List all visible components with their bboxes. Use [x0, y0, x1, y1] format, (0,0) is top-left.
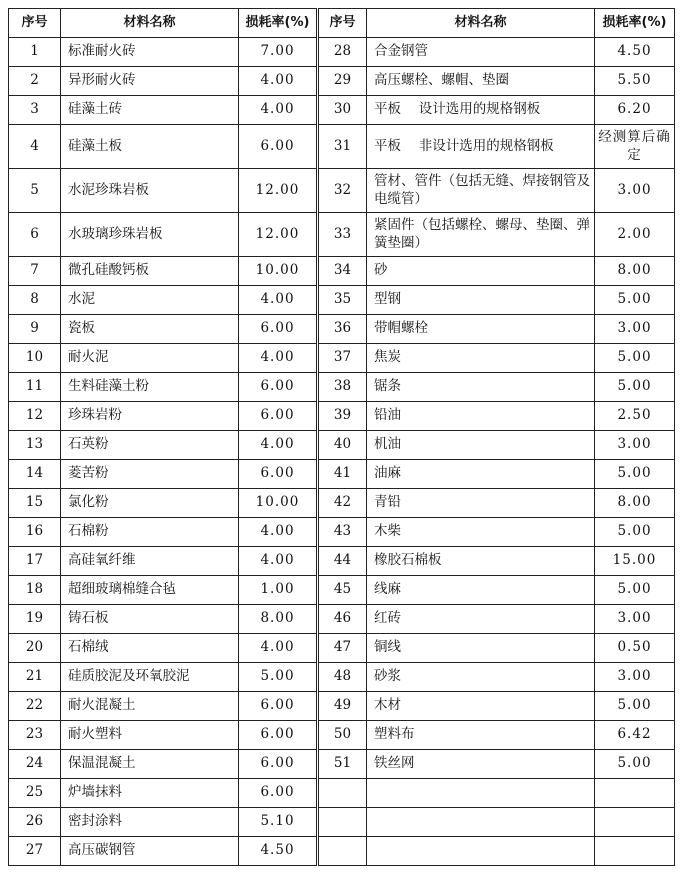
loss-rate-cell: 5.50 [595, 67, 675, 96]
loss-rate-cell: 4.00 [239, 286, 318, 315]
row-number-cell: 25 [9, 779, 61, 808]
row-number-cell: 41 [318, 460, 367, 489]
row-number-cell: 19 [9, 605, 61, 634]
table-row [9, 125, 675, 169]
row-number-cell: 21 [9, 663, 61, 692]
loss-rate-cell: 6.00 [239, 402, 318, 431]
loss-rate-cell: 10.00 [239, 257, 318, 286]
row-number-cell: 2 [9, 67, 61, 96]
row-number-cell: 35 [318, 286, 367, 315]
material-name-cell: 石棉绒 [61, 634, 239, 663]
row-number-cell: 37 [318, 344, 367, 373]
loss-rate-cell: 3.00 [595, 169, 675, 213]
loss-rate-cell: 6.00 [239, 315, 318, 344]
table-row [9, 315, 675, 344]
loss-rate-cell [595, 779, 675, 808]
row-number-cell: 16 [9, 518, 61, 547]
loss-rate-cell: 3.00 [595, 663, 675, 692]
table-row [9, 431, 675, 460]
loss-rate-cell: 3.00 [595, 315, 675, 344]
material-name-cell: 耐火泥 [61, 344, 239, 373]
loss-rate-cell [595, 808, 675, 837]
table-row [9, 460, 675, 489]
row-number-cell: 42 [318, 489, 367, 518]
material-name-cell: 微孔硅酸钙板 [61, 257, 239, 286]
row-number-cell [318, 837, 367, 866]
material-name-cell: 木柴 [367, 518, 595, 547]
row-number-cell: 23 [9, 721, 61, 750]
material-name-cell: 高压碳钢管 [61, 837, 239, 866]
material-name-cell: 瓷板 [61, 315, 239, 344]
row-number-cell: 50 [318, 721, 367, 750]
material-name-cell: 异形耐火砖 [61, 67, 239, 96]
row-number-cell: 5 [9, 169, 61, 213]
table-row [9, 169, 675, 213]
material-name-cell: 珍珠岩粉 [61, 402, 239, 431]
loss-rate-cell: 6.00 [239, 692, 318, 721]
material-name-cell: 铸石板 [61, 605, 239, 634]
row-number-cell: 7 [9, 257, 61, 286]
row-number-cell: 33 [318, 213, 367, 257]
row-number-cell: 4 [9, 125, 61, 169]
loss-rate-cell: 5.00 [595, 518, 675, 547]
loss-rate-cell: 4.00 [239, 431, 318, 460]
material-name-cell: 管材、管件（包括无缝、焊接钢管及电缆管） [367, 169, 595, 213]
row-number-cell: 34 [318, 257, 367, 286]
loss-rate-table-container [8, 8, 674, 866]
material-name-cell: 水泥珍珠岩板 [61, 169, 239, 213]
table-row [9, 634, 675, 663]
loss-rate-cell: 6.00 [239, 721, 318, 750]
loss-rate-cell: 4.00 [239, 634, 318, 663]
row-number-cell: 11 [9, 373, 61, 402]
table-row [9, 779, 675, 808]
material-name-cell: 炉墙抹料 [61, 779, 239, 808]
row-number-cell: 6 [9, 213, 61, 257]
loss-rate-cell: 4.50 [595, 38, 675, 67]
row-number-cell: 49 [318, 692, 367, 721]
header-no-left: 序号 [9, 9, 61, 38]
row-number-cell [318, 808, 367, 837]
row-number-cell: 30 [318, 96, 367, 125]
loss-rate-cell: 5.00 [239, 663, 318, 692]
row-number-cell: 46 [318, 605, 367, 634]
material-name-cell: 紧固件（包括螺栓、螺母、垫圈、弹簧垫圈） [367, 213, 595, 257]
row-number-cell: 12 [9, 402, 61, 431]
material-name-cell: 型钢 [367, 286, 595, 315]
loss-rate-cell [595, 837, 675, 866]
row-number-cell: 8 [9, 286, 61, 315]
table-row [9, 38, 675, 67]
loss-rate-cell: 4.00 [239, 67, 318, 96]
row-number-cell: 3 [9, 96, 61, 125]
row-number-cell: 43 [318, 518, 367, 547]
loss-rate-cell: 6.20 [595, 96, 675, 125]
table-row [9, 257, 675, 286]
row-number-cell: 47 [318, 634, 367, 663]
material-name-cell: 水玻璃珍珠岩板 [61, 213, 239, 257]
loss-rate-cell: 1.00 [239, 576, 318, 605]
row-number-cell: 10 [9, 344, 61, 373]
row-number-cell: 22 [9, 692, 61, 721]
row-number-cell [318, 779, 367, 808]
material-name-cell: 焦炭 [367, 344, 595, 373]
row-number-cell: 20 [9, 634, 61, 663]
material-name-cell: 硅质胶泥及环氧胶泥 [61, 663, 239, 692]
loss-rate-cell: 6.00 [239, 750, 318, 779]
row-number-cell: 45 [318, 576, 367, 605]
row-number-cell: 9 [9, 315, 61, 344]
table-row [9, 547, 675, 576]
material-name-cell [367, 808, 595, 837]
loss-rate-cell: 6.42 [595, 721, 675, 750]
loss-rate-cell: 8.00 [239, 605, 318, 634]
table-row [9, 67, 675, 96]
table-row [9, 663, 675, 692]
row-number-cell: 32 [318, 169, 367, 213]
header-name-left: 材料名称 [61, 9, 239, 38]
material-name-cell: 氯化粉 [61, 489, 239, 518]
material-name-cell: 耐火塑料 [61, 721, 239, 750]
loss-rate-cell: 5.00 [595, 576, 675, 605]
material-name-cell: 青铅 [367, 489, 595, 518]
row-number-cell: 13 [9, 431, 61, 460]
loss-rate-cell: 12.00 [239, 213, 318, 257]
material-name-cell: 保温混凝土 [61, 750, 239, 779]
loss-rate-cell: 4.00 [239, 547, 318, 576]
row-number-cell: 48 [318, 663, 367, 692]
material-name-cell [367, 837, 595, 866]
row-number-cell: 26 [9, 808, 61, 837]
material-name-cell: 木材 [367, 692, 595, 721]
header-rate-right: 损耗率(%) [595, 9, 675, 38]
loss-rate-cell: 15.00 [595, 547, 675, 576]
row-number-cell: 15 [9, 489, 61, 518]
header-rate-left: 损耗率(%) [239, 9, 318, 38]
loss-rate-cell: 6.00 [239, 779, 318, 808]
material-name-cell: 机油 [367, 431, 595, 460]
row-number-cell: 40 [318, 431, 367, 460]
table-row [9, 837, 675, 866]
loss-rate-cell: 5.00 [595, 692, 675, 721]
loss-rate-cell: 4.00 [239, 344, 318, 373]
table-row [9, 518, 675, 547]
row-number-cell: 28 [318, 38, 367, 67]
material-name-cell: 菱苦粉 [61, 460, 239, 489]
loss-rate-cell: 12.00 [239, 169, 318, 213]
row-number-cell: 1 [9, 38, 61, 67]
material-name-cell: 线麻 [367, 576, 595, 605]
material-name-cell: 油麻 [367, 460, 595, 489]
table-row [9, 96, 675, 125]
loss-rate-cell: 10.00 [239, 489, 318, 518]
loss-rate-cell: 4.00 [239, 96, 318, 125]
loss-rate-cell: 2.00 [595, 213, 675, 257]
material-name-cell: 砂 [367, 257, 595, 286]
loss-rate-cell: 5.00 [595, 750, 675, 779]
material-name-cell: 生料硅藻土粉 [61, 373, 239, 402]
table-body [9, 38, 675, 866]
material-name-cell [367, 779, 595, 808]
material-name-cell: 硅藻土板 [61, 125, 239, 169]
material-name-cell: 铅油 [367, 402, 595, 431]
material-name-cell: 平板 非设计选用的规格钢板 [367, 125, 595, 169]
material-name-cell: 塑料布 [367, 721, 595, 750]
material-name-cell: 水泥 [61, 286, 239, 315]
loss-rate-cell: 经测算后确定 [595, 125, 675, 169]
loss-rate-cell: 5.00 [595, 373, 675, 402]
material-name-cell: 合金钢管 [367, 38, 595, 67]
material-name-cell: 高硅氧纤维 [61, 547, 239, 576]
loss-rate-cell: 4.50 [239, 837, 318, 866]
row-number-cell: 14 [9, 460, 61, 489]
row-number-cell: 39 [318, 402, 367, 431]
material-name-cell: 石英粉 [61, 431, 239, 460]
loss-rate-cell: 7.00 [239, 38, 318, 67]
loss-rate-cell: 8.00 [595, 257, 675, 286]
loss-rate-cell: 6.00 [239, 125, 318, 169]
material-name-cell: 铜线 [367, 634, 595, 663]
loss-rate-cell: 6.00 [239, 460, 318, 489]
material-name-cell: 超细玻璃棉缝合毡 [61, 576, 239, 605]
material-name-cell: 标准耐火砖 [61, 38, 239, 67]
loss-rate-cell: 5.00 [595, 460, 675, 489]
table-row [9, 692, 675, 721]
row-number-cell: 17 [9, 547, 61, 576]
loss-rate-cell: 2.50 [595, 402, 675, 431]
material-name-cell: 锯条 [367, 373, 595, 402]
loss-rate-cell: 0.50 [595, 634, 675, 663]
material-name-cell: 石棉粉 [61, 518, 239, 547]
row-number-cell: 31 [318, 125, 367, 169]
row-number-cell: 36 [318, 315, 367, 344]
header-row [9, 9, 675, 38]
table-row [9, 605, 675, 634]
table-row [9, 286, 675, 315]
loss-rate-cell: 3.00 [595, 605, 675, 634]
row-number-cell: 18 [9, 576, 61, 605]
row-number-cell: 24 [9, 750, 61, 779]
table-row [9, 576, 675, 605]
row-number-cell: 51 [318, 750, 367, 779]
table-row [9, 213, 675, 257]
material-name-cell: 密封涂料 [61, 808, 239, 837]
header-name-right: 材料名称 [367, 9, 595, 38]
loss-rate-cell: 5.00 [595, 344, 675, 373]
table-row [9, 808, 675, 837]
loss-rate-cell: 4.00 [239, 518, 318, 547]
material-name-cell: 铁丝网 [367, 750, 595, 779]
header-no-right: 序号 [318, 9, 367, 38]
material-name-cell: 砂浆 [367, 663, 595, 692]
material-name-cell: 红砖 [367, 605, 595, 634]
material-name-cell: 硅藻土砖 [61, 96, 239, 125]
row-number-cell: 27 [9, 837, 61, 866]
table-row [9, 721, 675, 750]
row-number-cell: 38 [318, 373, 367, 402]
loss-rate-cell: 6.00 [239, 373, 318, 402]
loss-rate-cell: 3.00 [595, 431, 675, 460]
table-row [9, 489, 675, 518]
material-name-cell: 橡胶石棉板 [367, 547, 595, 576]
loss-rate-cell: 5.10 [239, 808, 318, 837]
table-row [9, 344, 675, 373]
loss-rate-cell: 8.00 [595, 489, 675, 518]
table-row [9, 373, 675, 402]
material-name-cell: 耐火混凝土 [61, 692, 239, 721]
table-row [9, 750, 675, 779]
material-name-cell: 带帽螺栓 [367, 315, 595, 344]
row-number-cell: 44 [318, 547, 367, 576]
row-number-cell: 29 [318, 67, 367, 96]
table-row [9, 402, 675, 431]
material-name-cell: 高压螺栓、螺帽、垫圈 [367, 67, 595, 96]
material-loss-rate-table [8, 8, 675, 866]
material-name-cell: 平板 设计选用的规格钢板 [367, 96, 595, 125]
loss-rate-cell: 5.00 [595, 286, 675, 315]
